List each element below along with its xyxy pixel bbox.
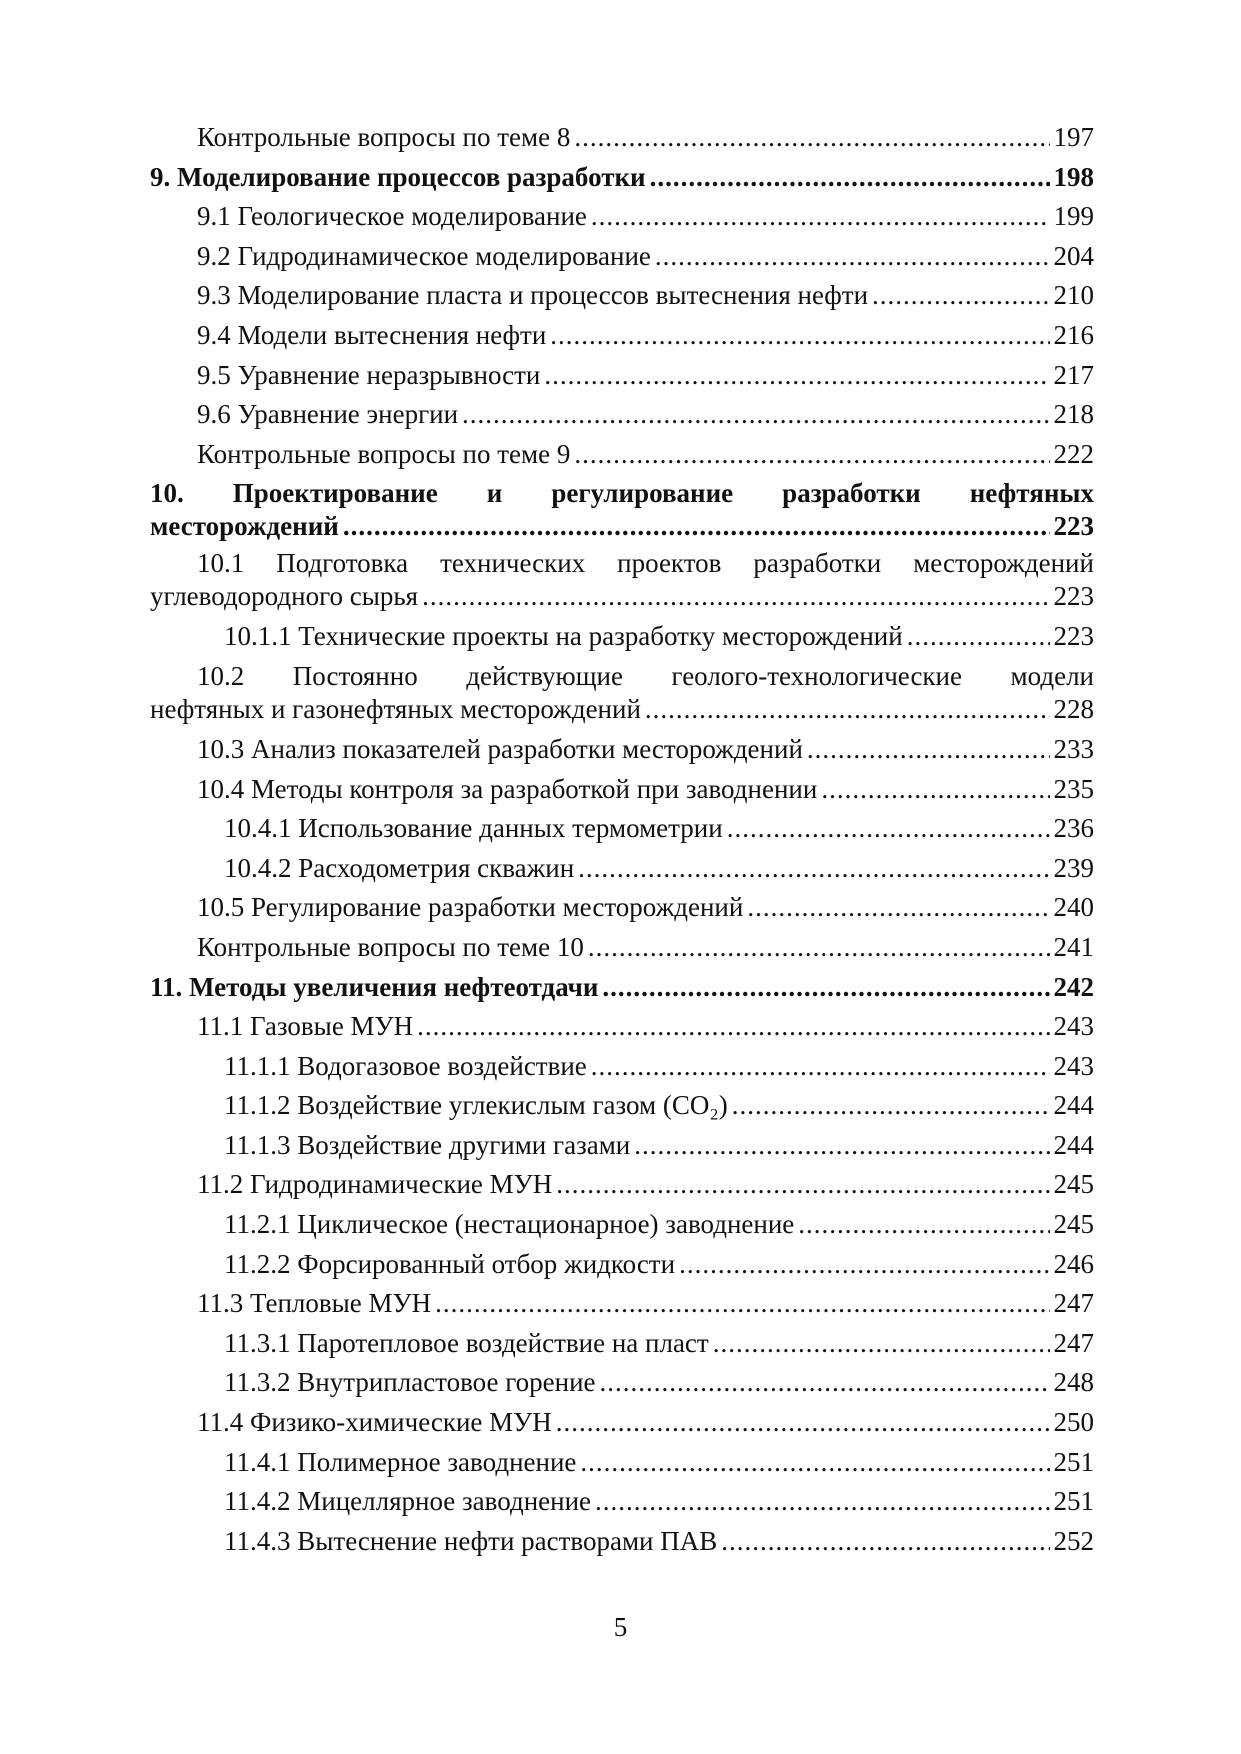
toc-entry-title: 11.1.3 Воздействие другими газами xyxy=(224,1129,631,1160)
toc-entry-title: Контрольные вопросы по теме 8 xyxy=(197,122,571,152)
toc-entry[interactable] xyxy=(150,276,1094,316)
toc-entry-title: 11.3 Тепловые МУН xyxy=(197,1288,432,1319)
dot-leader xyxy=(417,1007,1049,1047)
toc-entry-page: 243 xyxy=(1053,1050,1094,1081)
dot-leader xyxy=(650,158,1050,198)
toc-entry-page: 223 xyxy=(1053,581,1094,612)
toc-entry-page: 245 xyxy=(1053,1169,1094,1200)
dot-leader xyxy=(574,435,1049,475)
toc-entry[interactable] xyxy=(150,1443,1094,1483)
title-word: разработки xyxy=(753,548,882,579)
toc-chapter[interactable] xyxy=(150,477,1094,543)
toc-entry-page: 236 xyxy=(1053,813,1094,844)
toc-entry-page: 217 xyxy=(1053,359,1094,390)
toc-entry-title: нефтяных и газонефтяных месторождений xyxy=(150,693,641,724)
toc-entry-page: 250 xyxy=(1053,1407,1094,1438)
dot-leader xyxy=(462,395,1049,435)
dot-leader xyxy=(422,580,1049,613)
dot-leader xyxy=(591,1047,1050,1087)
dot-leader xyxy=(732,1086,1050,1126)
toc-entry-page: 252 xyxy=(1053,1525,1094,1556)
dot-leader xyxy=(602,968,1049,1008)
dot-leader xyxy=(907,617,1050,657)
toc-entry-page: 251 xyxy=(1053,1446,1094,1477)
title-word: регулирование xyxy=(551,478,734,509)
toc-entry-title-line1 xyxy=(150,660,1094,693)
toc-entry[interactable] xyxy=(150,888,1094,928)
toc-entry-title: 9.6 Уравнение энергии xyxy=(197,399,459,430)
toc-entry-title: 9. Моделирование процессов разработки xyxy=(150,161,646,192)
toc-entry-page: 199 xyxy=(1053,201,1094,232)
toc-entry-title-line2 xyxy=(150,510,1094,543)
toc-entry-title: 11.4.1 Полимерное заводнение xyxy=(224,1446,577,1477)
toc-entry[interactable] xyxy=(150,730,1094,770)
toc-entry[interactable] xyxy=(150,660,1094,726)
dot-leader xyxy=(588,928,1050,968)
dot-leader xyxy=(747,888,1049,928)
toc-entry[interactable] xyxy=(150,849,1094,889)
dot-leader xyxy=(556,1403,1050,1443)
toc-entry-title-line2 xyxy=(150,693,1094,726)
toc-entry-title: 10.4.1 Использование данных термометрии xyxy=(224,813,723,844)
toc-entry-page: 244 xyxy=(1053,1090,1094,1121)
dot-leader xyxy=(821,770,1049,810)
toc-entry-page: 240 xyxy=(1053,892,1094,923)
toc-entry[interactable] xyxy=(150,197,1094,237)
toc-entry-page: 228 xyxy=(1053,693,1094,724)
title-word: технических xyxy=(440,548,586,579)
toc-entry[interactable] xyxy=(150,435,1094,475)
toc-entry-page: 244 xyxy=(1053,1129,1094,1160)
dot-leader xyxy=(679,1245,1049,1285)
toc-entry-page: 197 xyxy=(1053,122,1094,152)
dot-leader xyxy=(580,1443,1049,1483)
dot-leader xyxy=(798,1205,1049,1245)
dot-leader xyxy=(872,276,1049,316)
toc-entry[interactable] xyxy=(150,118,1094,158)
toc-entry-page: 242 xyxy=(1053,971,1094,1002)
toc-entry-page: 222 xyxy=(1053,438,1094,469)
toc-entry-title: 10.5 Регулирование разработки месторождений xyxy=(197,892,744,923)
toc-entry[interactable] xyxy=(150,617,1094,657)
toc-entry-page: 247 xyxy=(1053,1327,1094,1358)
toc-entry-title: 11.4 Физико-химические МУН xyxy=(197,1407,552,1438)
toc-entry-title: 11.1.2 Воздействие углекислым газом (CO₂) xyxy=(224,1090,728,1121)
toc-entry[interactable] xyxy=(150,809,1094,849)
toc-entry-title: Контрольные вопросы по теме 10 xyxy=(197,931,584,962)
toc-entry-page: 239 xyxy=(1053,852,1094,883)
toc-entry[interactable] xyxy=(150,1205,1094,1245)
toc-entry-page: 245 xyxy=(1053,1209,1094,1240)
table-of-contents xyxy=(150,118,1094,1561)
dot-leader xyxy=(600,1363,1050,1403)
toc-entry[interactable] xyxy=(150,1245,1094,1285)
dot-leader xyxy=(595,1482,1049,1522)
toc-entry-title: углеводородного сырья xyxy=(150,581,419,612)
toc-entry-title: 11.4.2 Мицеллярное заводнение xyxy=(224,1486,592,1517)
title-word: Постоянно xyxy=(292,660,418,691)
title-word: действующие xyxy=(466,660,623,691)
title-word: разработки xyxy=(782,478,921,509)
title-word: 10. xyxy=(150,478,184,509)
dot-leader xyxy=(727,809,1050,849)
dot-leader xyxy=(713,1324,1050,1364)
dot-leader xyxy=(435,1284,1049,1324)
title-word: 10.1 xyxy=(197,548,245,579)
toc-entry[interactable] xyxy=(150,316,1094,356)
toc-entry-page: 251 xyxy=(1053,1486,1094,1517)
dot-leader xyxy=(807,730,1050,770)
toc-entry[interactable] xyxy=(150,1007,1094,1047)
title-word: Проектирование xyxy=(232,478,438,509)
toc-entry[interactable] xyxy=(150,928,1094,968)
title-word: 10.2 xyxy=(197,660,245,691)
toc-entry-title: 10.4.2 Расходометрия скважин xyxy=(224,852,575,883)
dot-leader xyxy=(591,197,1050,237)
toc-entry-title: месторождений xyxy=(150,511,339,542)
toc-entry-title: 9.5 Уравнение неразрывности xyxy=(197,359,541,390)
toc-entry-title: 10.3 Анализ показателей разработки месторождений xyxy=(197,733,803,764)
toc-entry-page: 216 xyxy=(1053,319,1094,350)
toc-chapter[interactable] xyxy=(150,158,1094,198)
toc-entry-page: 247 xyxy=(1053,1288,1094,1319)
toc-entry[interactable] xyxy=(150,1482,1094,1522)
title-word: нефтяных xyxy=(969,478,1094,509)
dot-leader xyxy=(544,356,1049,396)
title-word: Подготовка xyxy=(276,548,409,579)
toc-entry-title: 11.2.2 Форсированный отбор жидкости xyxy=(224,1248,676,1279)
toc-entry-title-line2 xyxy=(150,580,1094,613)
toc-entry-title: 10.4 Методы контроля за разработкой при заводнении xyxy=(197,773,818,804)
toc-entry-title: 9.4 Модели вытеснения нефти xyxy=(197,319,547,350)
toc-entry-title-line1 xyxy=(150,547,1094,580)
toc-entry-title: 11.1 Газовые МУН xyxy=(197,1011,414,1042)
toc-entry[interactable] xyxy=(150,1165,1094,1205)
toc-entry[interactable] xyxy=(150,395,1094,435)
toc-entry-page: 243 xyxy=(1053,1011,1094,1042)
title-word: и xyxy=(486,478,503,509)
toc-entry-page: 218 xyxy=(1053,399,1094,430)
title-word: геолого-технологические xyxy=(671,660,962,691)
toc-entry[interactable] xyxy=(150,356,1094,396)
toc-entry-page: 223 xyxy=(1053,511,1094,542)
toc-entry-title: 11.4.3 Вытеснение нефти растворами ПАВ xyxy=(224,1525,718,1556)
title-word: проектов xyxy=(617,548,722,579)
toc-entry[interactable] xyxy=(150,1403,1094,1443)
toc-entry-page: 241 xyxy=(1053,931,1094,962)
toc-entry-title: 10.1.1 Технические проекты на разработку месторождений xyxy=(224,621,903,652)
toc-entry[interactable] xyxy=(150,1126,1094,1166)
dot-leader xyxy=(550,316,1049,356)
dot-leader xyxy=(556,1165,1049,1205)
toc-entry-title: 11. Методы увеличения нефтеотдачи xyxy=(150,971,599,1002)
toc-entry[interactable] xyxy=(150,547,1094,613)
title-word: месторождений xyxy=(913,548,1094,579)
toc-entry[interactable] xyxy=(150,1324,1094,1364)
toc-entry[interactable] xyxy=(150,237,1094,277)
toc-entry[interactable] xyxy=(150,770,1094,810)
toc-entry-title: 9.2 Гидродинамическое моделирование xyxy=(197,240,651,271)
toc-entry-page: 233 xyxy=(1053,733,1094,764)
toc-entry[interactable] xyxy=(150,1363,1094,1403)
dot-leader xyxy=(645,693,1050,726)
toc-entry-title: 11.1.1 Водогазовое воздействие xyxy=(224,1050,587,1081)
dot-leader xyxy=(574,118,1049,158)
dot-leader xyxy=(343,510,1050,543)
toc-entry[interactable] xyxy=(150,1284,1094,1324)
toc-entry-page: 223 xyxy=(1053,621,1094,652)
toc-entry-title: 9.1 Геологическое моделирование xyxy=(197,201,587,232)
toc-entry-page: 204 xyxy=(1053,240,1094,271)
toc-entry-title: 11.2.1 Циклическое (нестационарное) заводнение xyxy=(224,1209,795,1240)
page-number: 5 xyxy=(613,1612,628,1642)
toc-entry-title-line1 xyxy=(150,477,1094,510)
toc-entry-title: 11.3.1 Паротепловое воздействие на пласт xyxy=(224,1327,709,1358)
toc-entry-page: 246 xyxy=(1053,1248,1094,1279)
toc-entry[interactable] xyxy=(150,1047,1094,1087)
dot-leader xyxy=(634,1126,1049,1166)
dot-leader xyxy=(721,1522,1049,1562)
toc-entry-title: 9.3 Моделирование пласта и процессов вытеснения нефти xyxy=(197,280,869,311)
toc-chapter[interactable] xyxy=(150,968,1094,1008)
dot-leader xyxy=(655,237,1050,277)
toc-entry-title: Контрольные вопросы по теме 9 xyxy=(197,438,571,469)
title-word: модели xyxy=(1010,660,1094,691)
toc-entry-title: 11.2 Гидродинамические МУН xyxy=(197,1169,553,1200)
dot-leader xyxy=(578,849,1049,889)
toc-entry-page: 248 xyxy=(1053,1367,1094,1398)
toc-entry[interactable] xyxy=(150,1522,1094,1562)
toc-entry[interactable] xyxy=(150,1086,1094,1126)
toc-entry-page: 210 xyxy=(1053,280,1094,311)
toc-entry-page: 198 xyxy=(1053,161,1094,192)
toc-entry-page: 235 xyxy=(1053,773,1094,804)
toc-entry-title: 11.3.2 Внутрипластовое горение xyxy=(224,1367,596,1398)
